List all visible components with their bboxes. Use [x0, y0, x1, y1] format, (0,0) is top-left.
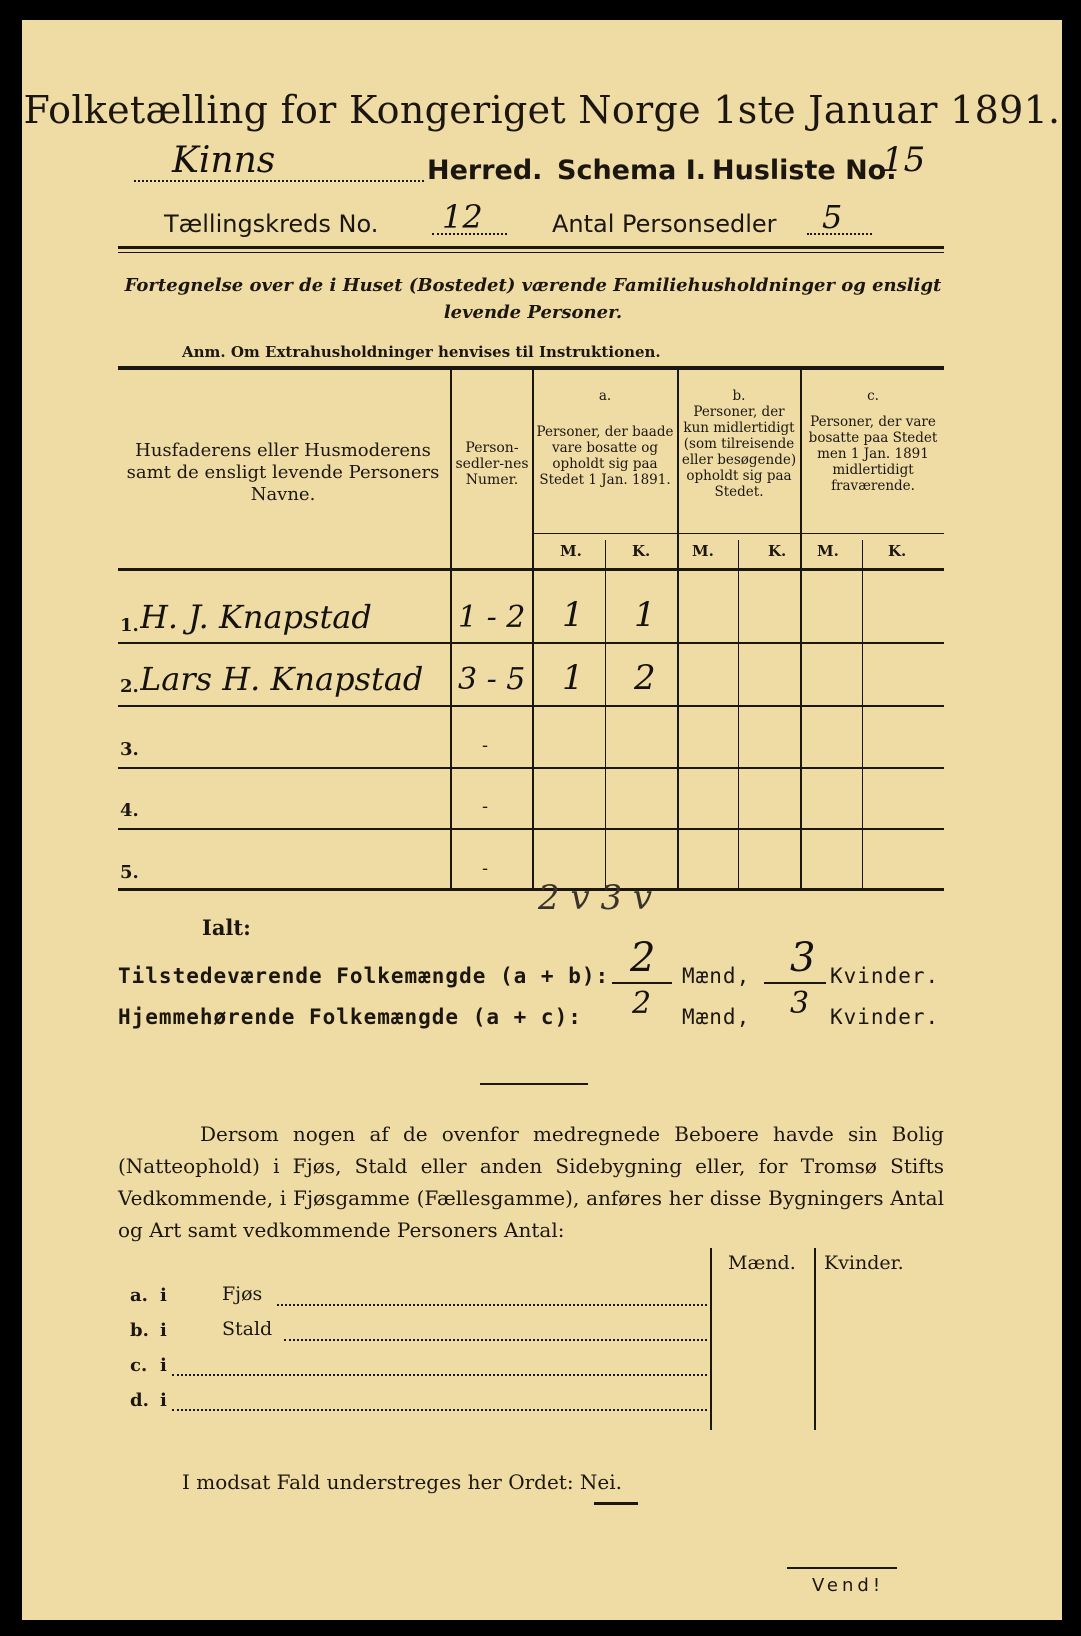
bolig-kvinder-header: Kvinder.: [824, 1252, 904, 1274]
hjemme-kvinder: Kvinder.: [830, 1005, 940, 1029]
bolig-b-dots: [284, 1339, 707, 1341]
row-2-num: 3 - 5: [458, 662, 526, 697]
kreds-label: Tællingskreds No.: [164, 210, 379, 238]
bolig-maend-header: Mænd.: [728, 1252, 796, 1274]
row-sep-2: [118, 705, 944, 707]
schema-label: Schema I.: [557, 155, 707, 186]
bolig-d-prep: i: [160, 1390, 167, 1411]
bolig-col-sep-1: [710, 1248, 712, 1430]
row-5-num: -: [482, 858, 489, 879]
tilstede-m: 2: [630, 935, 656, 981]
row-2-a-m: 1: [562, 658, 584, 698]
nei-line: I modsat Fald understreges her Ordet: Nei.: [182, 1470, 623, 1494]
c-m-label: M.: [817, 542, 839, 560]
header-rule: [118, 246, 944, 249]
row-sep-1: [118, 642, 944, 644]
c-k-label: K.: [888, 542, 907, 560]
hjemme-maend: Mænd,: [682, 1005, 751, 1029]
col-b-header: Personer, der kun midlertidigt (som tilreisende eller besøgende) opholdt sig paa Stedet.: [681, 404, 797, 500]
row-1-a-k: 1: [634, 595, 656, 635]
kreds-value: 12: [442, 198, 483, 236]
hjemme-label: Hjemmehørende Folkemængde (a + c):: [118, 1005, 582, 1029]
anm-note: Anm. Om Extrahusholdninger henvises til Instruktionen.: [182, 343, 661, 361]
row-5-number: 5.: [120, 862, 139, 883]
row-1-a-m: 1: [562, 595, 584, 635]
hjemme-m: 2: [632, 986, 652, 1021]
row-2-name: Lars H. Knapstad: [140, 660, 424, 698]
mk-header-rule: [532, 533, 944, 534]
row-4-number: 4.: [120, 800, 139, 821]
bolig-d-dots: [172, 1409, 707, 1411]
census-form: [22, 20, 1062, 1620]
antal-label: Antal Personsedler: [552, 210, 777, 238]
bolig-c-prep: i: [160, 1355, 167, 1376]
tilstede-k: 3: [790, 935, 816, 981]
col-sep-3: [677, 368, 679, 890]
table-header-bottom-rule: [118, 568, 944, 571]
husliste-value: 15: [882, 140, 926, 180]
row-3-number: 3.: [120, 739, 139, 760]
a-k-label: K.: [632, 542, 651, 560]
table-top-rule: [118, 366, 944, 370]
bolig-d-letter: d.: [130, 1390, 149, 1411]
tilstede-label: Tilstedeværende Folkemængde (a + b):: [118, 964, 610, 988]
form-title: Folketælling for Kongeriget Norge 1ste Januar 1891.: [23, 88, 1061, 132]
row-2-a-k: 2: [634, 658, 656, 698]
nei-underline: [594, 1502, 638, 1505]
col-b-letter: b.: [732, 388, 746, 404]
vend-rule: [787, 1567, 897, 1569]
col-name-header: Husfaderens eller Husmoderens samt de ensligt levende Personers Navne.: [126, 440, 440, 505]
husliste-label: Husliste No.: [712, 155, 897, 186]
row-2-number: 2.: [120, 676, 139, 697]
vend-label: Vend!: [812, 1575, 885, 1596]
bolig-b-prep: i: [160, 1320, 167, 1341]
col-sep-b-mk: [738, 540, 739, 890]
antal-value: 5: [822, 198, 843, 236]
bolig-a-label: Fjøs: [222, 1283, 263, 1305]
ialt-label: Ialt:: [202, 915, 251, 940]
herred-value: Kinns: [172, 140, 276, 181]
header-rule-thin: [118, 252, 944, 253]
row-sep-4: [118, 828, 944, 830]
herred-label: Herred.: [427, 155, 543, 186]
tilstede-k-line: [764, 982, 826, 984]
col-a-letter: a.: [598, 388, 612, 404]
tilstede-maend: Mænd,: [682, 964, 751, 988]
b-k-label: K.: [768, 542, 787, 560]
bolig-b-label: Stald: [222, 1318, 273, 1340]
row-1-number: 1.: [120, 615, 139, 636]
col-sep-4: [800, 368, 802, 890]
row-1-name: H. J. Knapstad: [140, 598, 372, 636]
bolig-col-sep-2: [814, 1248, 816, 1430]
fortegnelse-line2: levende Personer.: [443, 302, 623, 323]
col-sep-c-mk: [862, 540, 863, 890]
bolig-c-letter: c.: [130, 1355, 148, 1376]
hjemme-k: 3: [790, 986, 810, 1021]
bolig-a-prep: i: [160, 1285, 167, 1306]
row-4-num: -: [482, 796, 489, 817]
bolig-c-dots: [172, 1374, 707, 1376]
fortegnelse-line1: Fortegnelse over de i Huset (Bostedet) værende Familiehusholdninger og ensligt: [124, 275, 942, 296]
row-3-num: -: [482, 735, 489, 756]
col-c-header: Personer, der vare bosatte paa Stedet men 1 Jan. 1891 midlertidigt fraværende.: [808, 414, 938, 494]
row-sep-3: [118, 767, 944, 769]
row-1-num: 1 - 2: [458, 600, 526, 635]
tilstede-m-line: [612, 982, 672, 984]
b-m-label: M.: [692, 542, 714, 560]
bolig-a-letter: a.: [130, 1285, 148, 1306]
col-sep-2: [532, 368, 534, 890]
col-sep-a-mk: [605, 540, 606, 890]
a-m-label: M.: [560, 542, 582, 560]
bolig-paragraph: Dersom nogen af de ovenfor medregnede Beboere havde sin Bolig (Natteophold) i Fjøs, Stald eller anden Sidebygning eller, for Tromsø Stifts Vedkommende, i Fjøsgamme (Fællesgamme), anføres her disse Bygningers Antal og Art samt vedkommende Personers Antal:: [118, 1122, 944, 1242]
col-a-header: Personer, der baade vare bosatte og opholdt sig paa Stedet 1 Jan. 1891.: [536, 424, 674, 488]
col-c-letter: c.: [867, 388, 879, 404]
col-num-header: Person-sedler-nes Numer.: [455, 440, 529, 488]
table-bottom-rule: [118, 888, 944, 891]
ialt-note: 2 v 3 v: [538, 878, 653, 918]
tilstede-kvinder: Kvinder.: [830, 964, 940, 988]
bolig-a-dots: [277, 1304, 707, 1306]
separator-rule: [480, 1083, 588, 1085]
bolig-b-letter: b.: [130, 1320, 149, 1341]
